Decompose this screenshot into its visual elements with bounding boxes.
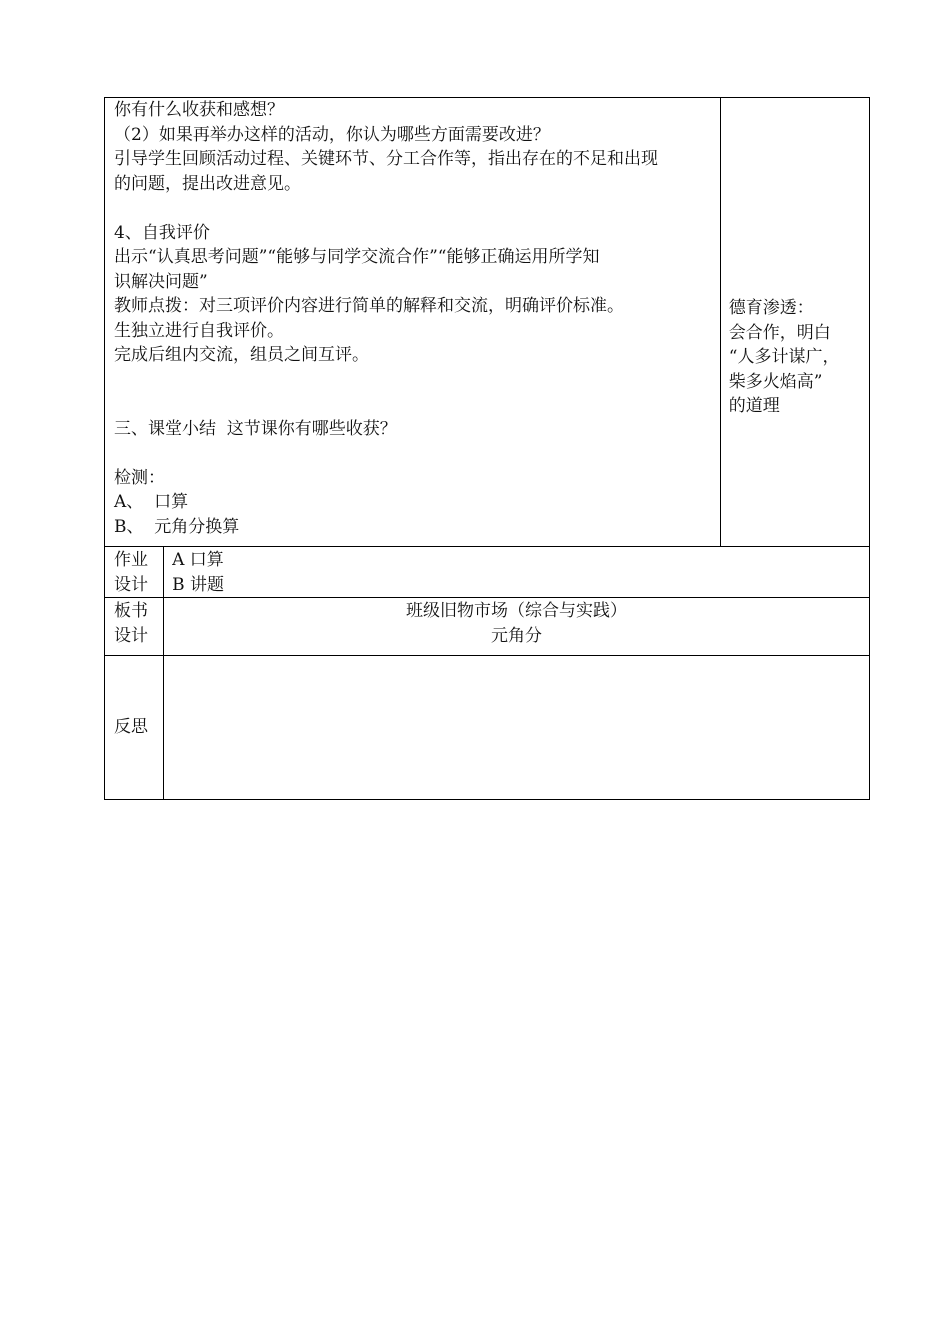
test-heading: 检测： — [114, 467, 165, 488]
side-note-line: 的道理 — [728, 396, 780, 416]
board-row — [105, 598, 870, 656]
text-line: 引导学生回顾活动过程、关键环节、分工合作等，指出存在的不足和出现 — [114, 149, 658, 169]
section-heading: 三、课堂小结 这节课你有哪些收获？ — [114, 418, 397, 439]
text-line: 生独立进行自我评价。 — [114, 320, 284, 341]
board-label: 设计 — [114, 625, 148, 646]
reflection-label: 反思 — [114, 717, 148, 738]
homework-label: 设计 — [114, 574, 148, 595]
side-note-cell — [720, 98, 869, 547]
text-line: 识解决问题” — [114, 271, 208, 292]
reflection-content-cell — [164, 656, 870, 800]
side-note-line: 柴多火焰高” — [728, 371, 823, 392]
board-subtitle: 元角分 — [491, 625, 543, 646]
text-line: 的问题，提出改进意见。 — [114, 173, 301, 194]
lesson-plan-table — [104, 97, 870, 800]
side-note-line: 德育渗透： — [728, 298, 814, 318]
blank-line — [114, 196, 714, 221]
section-heading: 4、自我评价 — [114, 222, 210, 243]
board-label: 板书 — [114, 601, 148, 621]
text-line: 完成后组内交流，组员之间互评。 — [114, 345, 369, 365]
blank-line — [114, 441, 714, 466]
board-content-cell — [164, 598, 870, 656]
text-line: 出示“认真思考问题”“能够与同学交流合作”“能够正确运用所学知 — [114, 247, 600, 267]
side-note — [729, 296, 863, 419]
side-note-line: “人多计谋广， — [728, 347, 840, 367]
reflection-row — [105, 656, 870, 800]
text-line: 你有什么收获和感想？ — [114, 100, 284, 120]
text-line: （2）如果再举办这样的活动，你认为哪些方面需要改进？ — [114, 124, 550, 145]
text-line: 教师点拨：对三项评价内容进行简单的解释和交流，明确评价标准。 — [114, 296, 624, 316]
blank-line — [114, 368, 714, 393]
test-item: B、 元角分换算 — [114, 516, 240, 537]
side-note-line: 会合作，明白 — [728, 322, 831, 343]
homework-item: A 口算 — [172, 550, 224, 570]
board-title: 班级旧物市场（综合与实践） — [406, 601, 628, 621]
teaching-process-cell — [105, 98, 721, 547]
homework-label: 作业 — [114, 550, 148, 570]
homework-row — [105, 547, 870, 598]
homework-label-cell — [105, 547, 164, 598]
reflection-label-cell — [105, 656, 164, 800]
homework-item: B 讲题 — [172, 574, 224, 595]
test-item: A、 口算 — [114, 492, 189, 512]
board-label-cell — [105, 598, 164, 656]
teaching-process-row — [105, 98, 870, 547]
blank-line — [114, 392, 714, 417]
homework-content-cell — [164, 547, 870, 598]
